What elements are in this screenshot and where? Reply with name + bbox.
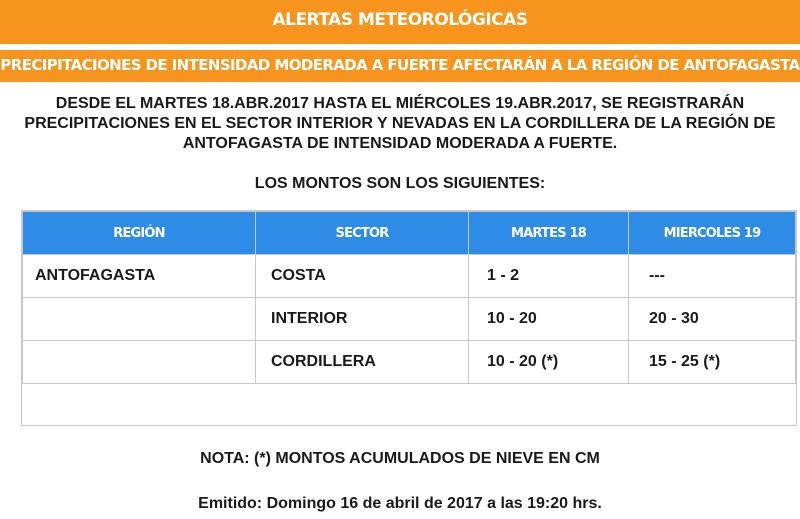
cell-miercoles: 15 - 25 (*) [629,341,796,384]
cell-region: ANTOFAGASTA [23,255,256,298]
cell-region [23,298,256,341]
cell-region [23,341,256,384]
cell-martes: 10 - 20 [469,298,629,341]
cell-martes: 1 - 2 [469,255,629,298]
cell-martes: 10 - 20 (*) [469,341,629,384]
snow-note: NOTA: (*) MONTOS ACUMULADOS DE NIEVE EN CM [200,450,600,467]
alert-subtitle: PRECIPITACIONES DE INTENSIDAD MODERADA A FUERTE AFECTARÁN A LA REGIÓN DE ANTOFAGASTA [0,56,800,74]
cell-sector: COSTA [256,255,469,298]
header-martes-18: MARTES 18 [469,212,629,255]
cell-sector: CORDILLERA [256,341,469,384]
alert-description: DESDE EL MARTES 18.ABR.2017 HASTA EL MIÉRCOLES 19.ABR.2017, SE REGISTRARÁN PRECIPITACIONES EN EL SECTOR INTERIOR Y NEVADAS EN LA CORDILLERA DE LA REGIÓN DE ANTOFAGASTA DE INTENSIDAD MODERADA A FUERTE. [24,95,776,152]
table-row [23,255,796,298]
alert-subtitle-banner [0,48,800,82]
table-header-row [23,212,796,255]
alert-title: ALERTAS METEOROLÓGICAS [272,10,528,30]
cell-sector: INTERIOR [256,298,469,341]
cell-miercoles: --- [629,255,796,298]
table-row [23,298,796,341]
header-region: REGIÓN [23,212,256,255]
amounts-heading: LOS MONTOS SON LOS SIGUIENTES: [254,175,546,192]
cell-miercoles: 20 - 30 [629,298,796,341]
emitted-timestamp: Emitido: Domingo 16 de abril de 2017 a las 19:20 hrs. [198,495,602,512]
precipitation-table-container [21,210,797,426]
alert-title-banner [0,0,800,44]
header-sector: SECTOR [256,212,469,255]
header-miercoles-19: MIERCOLES 19 [629,212,796,255]
table-row [23,341,796,384]
precipitation-table [22,211,796,384]
